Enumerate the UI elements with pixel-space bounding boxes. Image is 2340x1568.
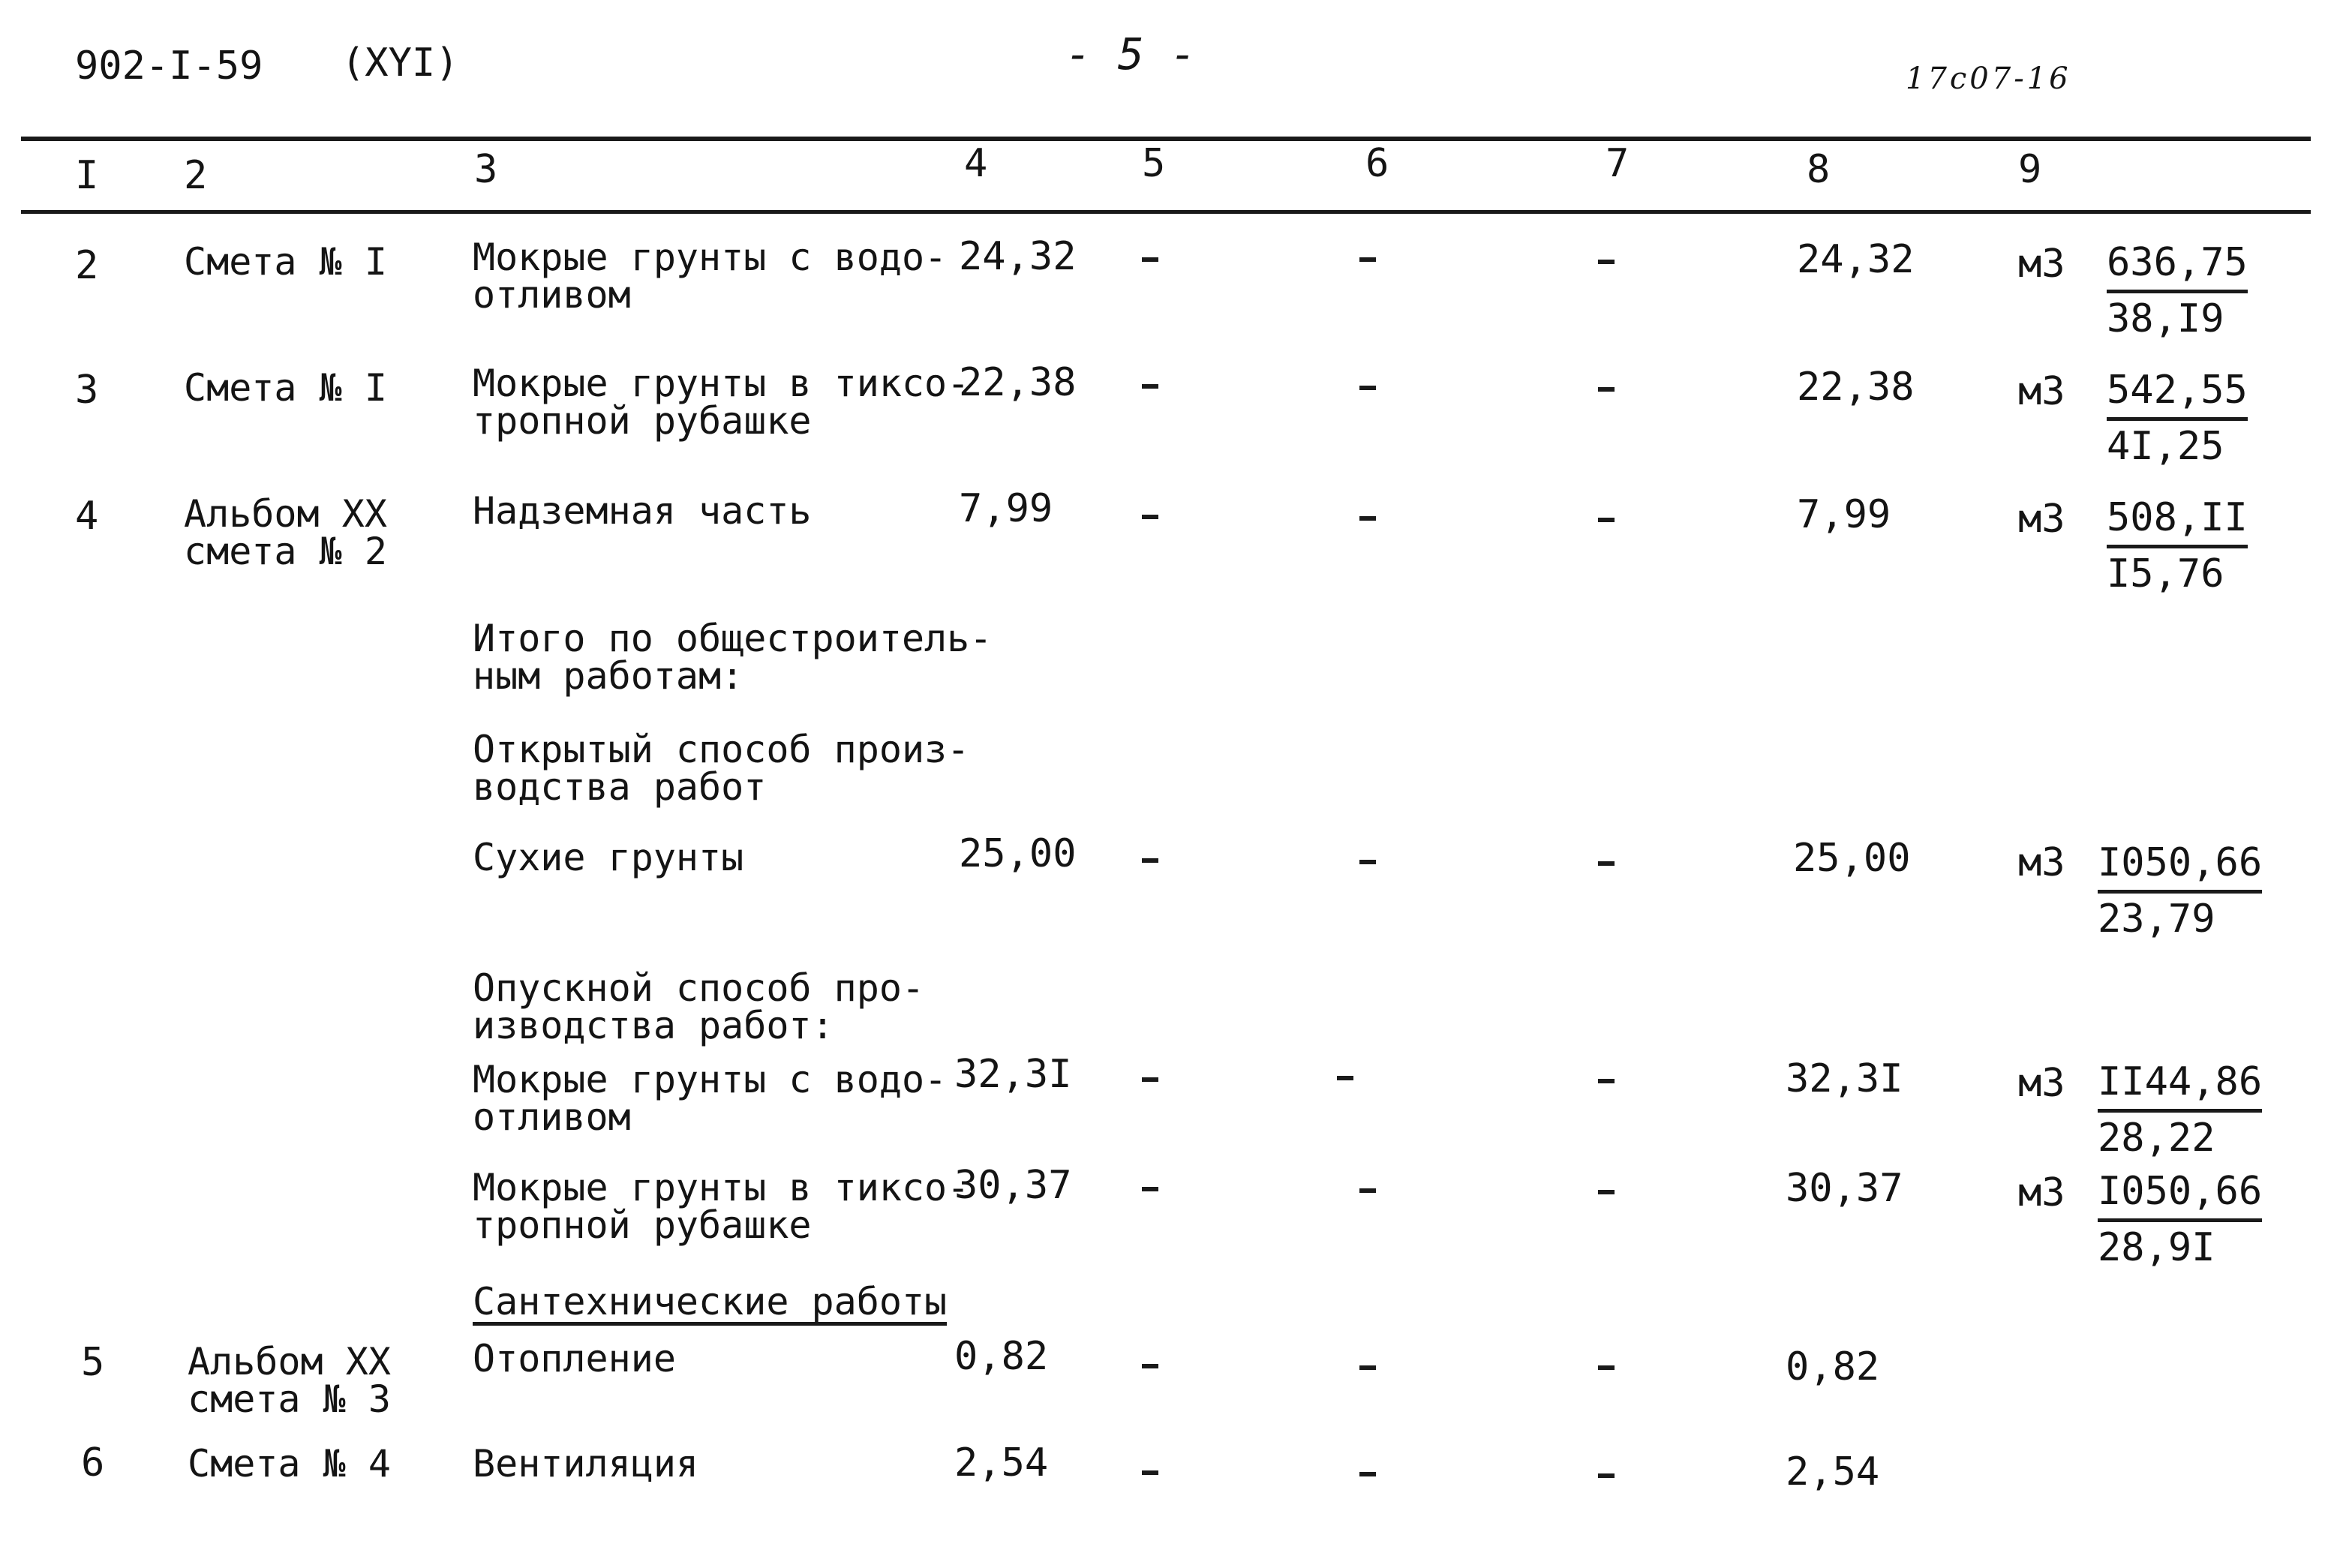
col7-dash (1598, 1079, 1615, 1083)
col7-dash (1598, 387, 1615, 392)
row-number: 6 (81, 1440, 105, 1485)
unit-label: м3 (2018, 369, 2065, 414)
col8-value: 32,3I (1786, 1056, 1903, 1101)
cost-denominator: 23,79 (2098, 897, 2215, 942)
table-header-rule (21, 210, 2311, 214)
col8-value: 24,32 (1797, 237, 1915, 282)
row-name: Отопление (473, 1337, 676, 1380)
row-reference: Альбом XX смета № 3 (188, 1340, 391, 1421)
cost-denominator: 38,I9 (2107, 296, 2224, 341)
unit-label: м3 (2018, 497, 2065, 542)
col4-value: 22,38 (959, 360, 1077, 405)
cost-denominator: 4I,25 (2107, 424, 2224, 469)
col8-value: 2,54 (1786, 1449, 1880, 1494)
cost-fraction (2098, 837, 2262, 945)
row-number: 2 (75, 243, 99, 288)
cost-numerator: 542,55 (2107, 365, 2248, 421)
document-code: 902-I-59 (75, 44, 263, 89)
cost-numerator: I050,66 (2098, 837, 2262, 894)
row-name: Вентиляция (473, 1442, 699, 1485)
row-name: Надземная часть (473, 489, 812, 533)
col5-dash (1142, 384, 1158, 389)
unit-label: м3 (2018, 840, 2065, 885)
column-header: 7 (1606, 141, 1630, 186)
column-header: 6 (1365, 141, 1389, 186)
col7-dash (1598, 518, 1615, 522)
cost-fraction (2107, 492, 2248, 599)
col5-dash (1142, 1077, 1158, 1082)
col4-value: 2,54 (954, 1440, 1049, 1485)
col8-value: 22,38 (1797, 365, 1915, 410)
row-name: Мокрые грунты в тиксо- тропной рубашке (473, 1166, 970, 1247)
section-heading: Открытый способ произ- водства работ (473, 728, 970, 809)
col4-value: 25,00 (959, 831, 1077, 876)
row-name: Сухие грунты (473, 836, 744, 879)
col6-dash (1359, 257, 1376, 262)
section-heading-underlined: Сантехнические работы (473, 1283, 947, 1326)
cost-fraction (2098, 1166, 2262, 1273)
table-top-rule (21, 137, 2311, 141)
page-number: - 5 - (1065, 29, 1197, 80)
col6-dash (1337, 1076, 1353, 1080)
row-name: Мокрые грунты с водо- отливом (473, 236, 948, 317)
col5-dash (1142, 257, 1158, 262)
row-number: 3 (75, 368, 99, 413)
col8-value: 30,37 (1786, 1166, 1903, 1211)
col5-dash (1142, 1470, 1158, 1475)
row-number: 5 (81, 1340, 105, 1385)
column-header: 2 (184, 153, 208, 198)
cost-numerator: 636,75 (2107, 237, 2248, 293)
col8-value: 25,00 (1793, 836, 1911, 881)
col5-dash (1142, 858, 1158, 863)
column-header: 3 (474, 147, 498, 192)
col6-dash (1359, 1472, 1376, 1476)
row-reference: Смета № 4 (188, 1442, 391, 1485)
unit-label: м3 (2018, 1170, 2065, 1215)
col7-dash (1598, 1473, 1615, 1478)
col4-value: 30,37 (954, 1163, 1072, 1208)
row-reference: Смета № I (184, 366, 387, 410)
col7-dash (1598, 861, 1615, 866)
col6-dash (1359, 860, 1376, 864)
column-header: 4 (964, 141, 988, 186)
col4-value: 0,82 (954, 1334, 1049, 1379)
row-reference: Смета № I (184, 240, 387, 284)
cost-denominator: 28,22 (2098, 1116, 2215, 1161)
handwritten-stamp: 17с07-16 (1906, 62, 2071, 96)
col4-value: 24,32 (959, 234, 1077, 279)
unit-label: м3 (2018, 242, 2065, 287)
document-part: (XYI) (341, 41, 459, 86)
col4-value: 7,99 (959, 486, 1053, 531)
col5-dash (1142, 515, 1158, 519)
row-reference: Альбом XX смета № 2 (184, 492, 387, 573)
cost-fraction (2107, 237, 2248, 344)
row-name: Мокрые грунты с водо- отливом (473, 1058, 948, 1139)
col6-dash (1359, 1365, 1376, 1370)
cost-fraction (2098, 1056, 2262, 1164)
col5-dash (1142, 1187, 1158, 1191)
col7-dash (1598, 260, 1615, 264)
col8-value: 7,99 (1797, 492, 1891, 537)
column-header: I (75, 153, 99, 198)
col7-dash (1598, 1190, 1615, 1194)
column-header: 8 (1807, 147, 1831, 192)
cost-fraction (2107, 365, 2248, 472)
column-header: 9 (2018, 147, 2042, 192)
cost-numerator: I050,66 (2098, 1166, 2262, 1222)
row-number: 4 (75, 494, 99, 539)
col7-dash (1598, 1365, 1615, 1370)
col6-dash (1359, 516, 1376, 521)
col6-dash (1359, 1188, 1376, 1193)
section-heading: Итого по общестроитель- ным работам: (473, 617, 993, 698)
cost-numerator: 508,II (2107, 492, 2248, 548)
section-heading: Опускной способ про- изводства работ: (473, 966, 925, 1047)
col8-value: 0,82 (1786, 1344, 1880, 1389)
unit-label: м3 (2018, 1061, 2065, 1106)
row-name: Мокрые грунты в тиксо- тропной рубашке (473, 362, 970, 443)
cost-denominator: I5,76 (2107, 551, 2224, 596)
cost-numerator: II44,86 (2098, 1056, 2262, 1113)
column-header: 5 (1142, 141, 1166, 186)
col4-value: 32,3I (954, 1052, 1072, 1097)
col5-dash (1142, 1364, 1158, 1368)
col6-dash (1359, 386, 1376, 390)
cost-denominator: 28,9I (2098, 1225, 2215, 1270)
